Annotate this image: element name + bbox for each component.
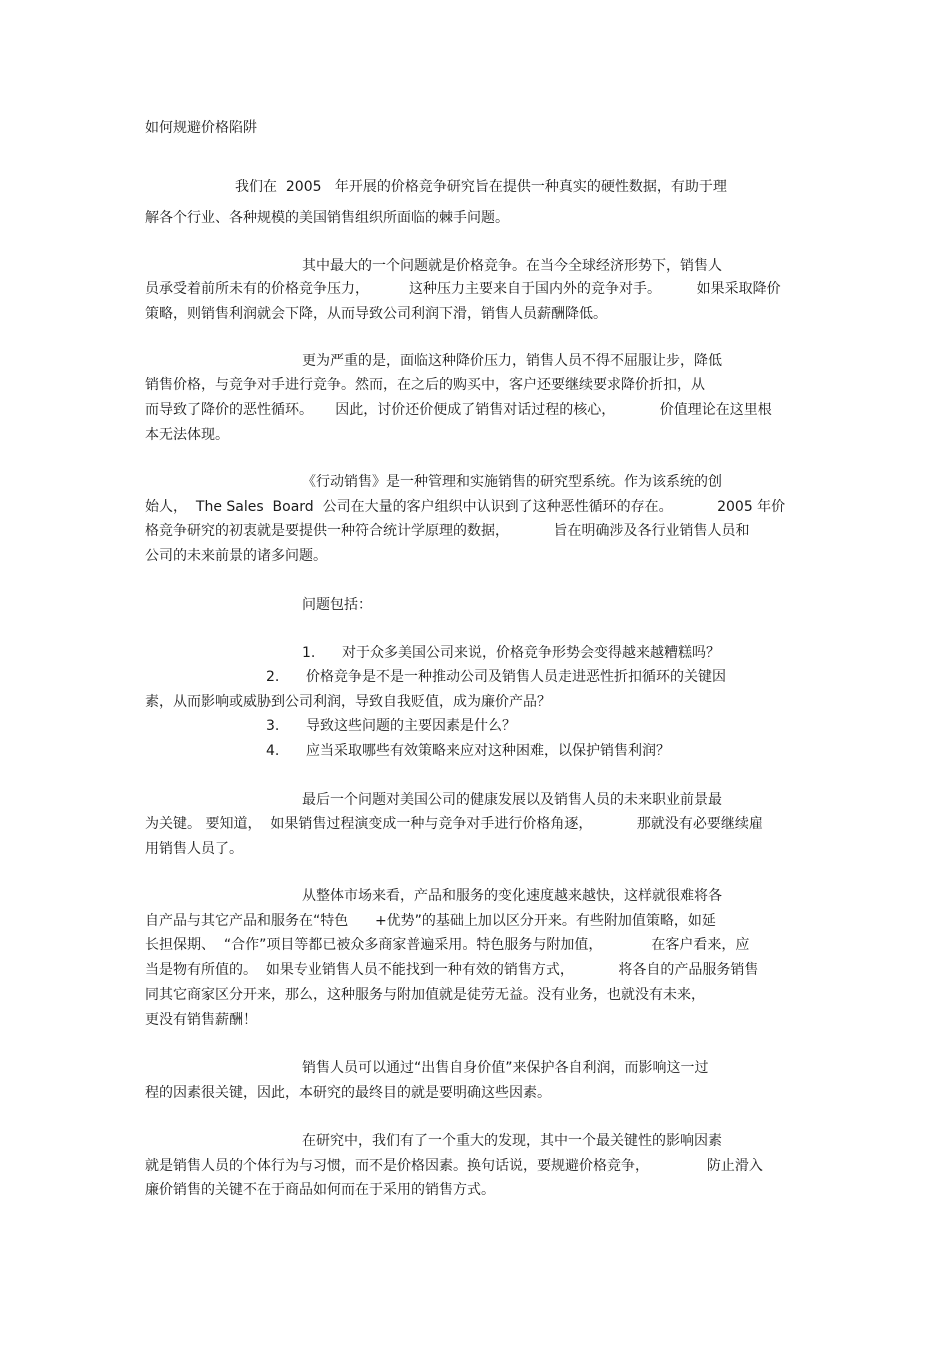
- text-line: 3. 导致这些问题的主要因素是什么？: [266, 718, 517, 734]
- text-line: 更没有销售薪酬！: [145, 1012, 257, 1028]
- text-line: 长担保期、 “合作”项目等都已被众多商家普遍采用。特色服务与附加值， 在客户看来，应: [145, 937, 750, 953]
- text-line: 其中最大的一个问题就是价格竞争。在当今全球经济形势下，销售人: [302, 258, 722, 274]
- text-line: 1. 对于众多美国公司来说，价格竞争形势会变得越来越糟糕吗？: [302, 645, 721, 661]
- text-line: 2. 价格竞争是不是一种推动公司及销售人员走进恶性折扣循环的关键因: [266, 669, 727, 685]
- text-line: 策略，则销售利润就会下降，从而导致公司利润下滑，销售人员薪酬降低。: [145, 306, 607, 322]
- text-line: 始人， The Sales Board 公司在大量的客户组织中认识到了这种恶性循环的存在。 2005 年价: [145, 499, 786, 515]
- text-line: 公司的未来前景的诸多问题。: [145, 548, 327, 564]
- text-line: 而导致了降价的恶性循环。 因此，讨价还价便成了销售对话过程的核心， 价值理论在这里根: [145, 402, 772, 418]
- text-line: 用销售人员了。: [145, 841, 243, 857]
- text-line: 本无法体现。: [145, 427, 229, 443]
- text-line: 员承受着前所未有的价格竞争压力， 这种压力主要来自于国内外的竞争对手。 如果采取降价: [145, 281, 781, 297]
- text-line: 自产品与其它产品和服务在“特色 +优势”的基础上加以区分开来。有些附加值策略，如延: [145, 913, 716, 929]
- text-line: 在研究中，我们有了一个重大的发现，其中一个最关键性的影响因素: [302, 1133, 722, 1149]
- text-line: 从整体市场来看，产品和服务的变化速度越来越快，这样就很难将各: [302, 888, 722, 904]
- text-line: 素，从而影响或威胁到公司利润，导致自我贬值，成为廉价产品？: [145, 694, 551, 710]
- text-line: 我们在 2005 年开展的价格竞争研究旨在提供一种真实的硬性数据，有助于理: [235, 179, 727, 195]
- text-line: 同其它商家区分开来，那么，这种服务与附加值就是徒劳无益。没有业务，也就没有未来，: [145, 987, 705, 1003]
- text-line: 《行动销售》是一种管理和实施销售的研究型系统。作为该系统的创: [302, 474, 722, 490]
- document-title: 如何规避价格陷阱: [145, 120, 257, 136]
- text-line: 廉价销售的关键不在于商品如何而在于采用的销售方式。: [145, 1182, 495, 1198]
- text-line: 格竞争研究的初衷就是要提供一种符合统计学原理的数据， 旨在明确涉及各行业销售人员和: [145, 523, 750, 539]
- text-line: 销售价格，与竞争对手进行竞争。然而，在之后的购买中，客户还要继续要求降价折扣，从: [145, 377, 705, 393]
- text-line: 问题包括：: [302, 597, 372, 613]
- text-line: 就是销售人员的个体行为与习惯，而不是价格因素。换句话说，要规避价格竞争， 防止滑入: [145, 1158, 763, 1174]
- text-line: 当是物有所值的。 如果专业销售人员不能找到一种有效的销售方式， 将各自的产品服务销售: [145, 962, 759, 978]
- text-line: 为关键。 要知道， 如果销售过程演变成一种与竞争对手进行价格角逐， 那就没有必要继续雇: [145, 816, 763, 832]
- text-line: 最后一个问题对美国公司的健康发展以及销售人员的未来职业前景最: [302, 792, 722, 808]
- text-line: 解各个行业、各种规模的美国销售组织所面临的棘手问题。: [145, 210, 509, 226]
- text-line: 更为严重的是，面临这种降价压力，销售人员不得不屈服让步，降低: [302, 353, 722, 369]
- text-line: 程的因素很关键，因此，本研究的最终目的就是要明确这些因素。: [145, 1085, 551, 1101]
- text-line: 4. 应当采取哪些有效策略来应对这种困难，以保护销售利润？: [266, 743, 671, 759]
- text-line: 销售人员可以通过“出售自身价值”来保护各自利润，而影响这一过: [302, 1060, 709, 1076]
